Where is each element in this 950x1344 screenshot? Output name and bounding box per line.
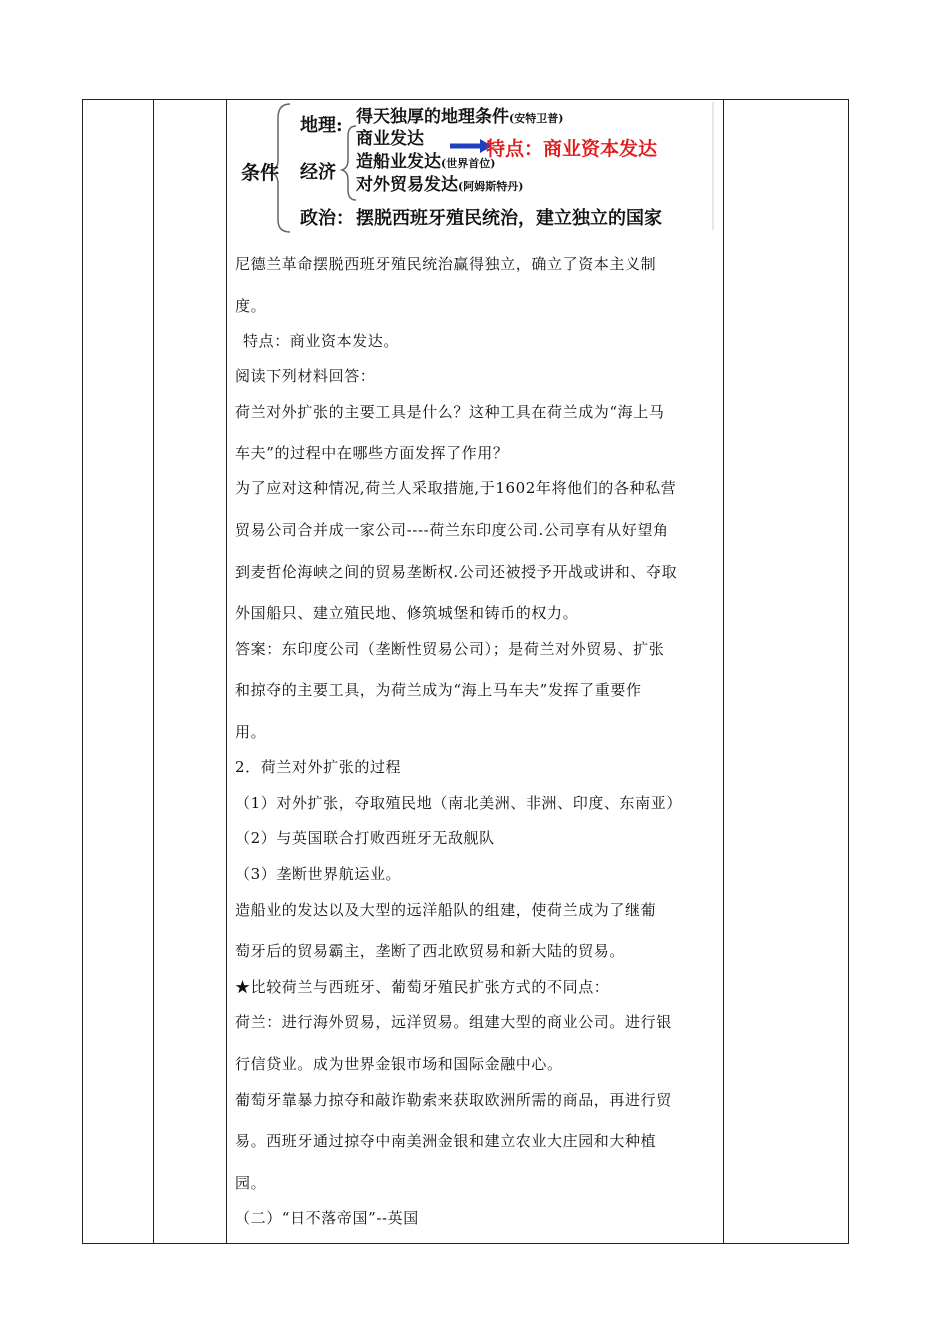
text-line: （1）对外扩张，夺取殖民地（南北美洲、非洲、印度、东南亚）	[235, 794, 682, 812]
politics-item: 摆脱西班牙殖民统治，建立独立的国家	[356, 208, 662, 229]
text-line: （2）与英国联合打败西班牙无敌舰队	[235, 829, 495, 847]
column-divider	[226, 99, 227, 1244]
text-line: 葡萄牙靠暴力掠夺和敲诈勒索来获取欧洲所需的商品，再进行贸	[235, 1091, 672, 1109]
geo-item: 得天独厚的地理条件(安特卫普)	[356, 107, 564, 127]
econ-item-trade: 对外贸易发达(阿姆斯特丹)	[356, 175, 524, 195]
text-line: ★比较荷兰与西班牙、葡萄牙殖民扩张方式的不同点：	[235, 978, 610, 996]
conditions-diagram	[228, 100, 720, 235]
text-line: 萄牙后的贸易霸主，垄断了西北欧贸易和新大陆的贸易。	[235, 942, 626, 960]
text-line: 用。	[235, 723, 267, 741]
text-line: 答案：东印度公司（垄断性贸易公司）；是荷兰对外贸易、扩张	[235, 640, 665, 658]
text-line: 为了应对这种情况,荷兰人采取措施,于1602年将他们的各种私营	[235, 479, 677, 497]
feature-label: 特点：商业资本发达	[486, 138, 658, 160]
text-line: 易。西班牙通过掠夺中南美洲金银和建立农业大庄园和大种植	[235, 1132, 657, 1150]
econ-item-shipbuilding: 造船业发达(世界首位)	[356, 152, 496, 172]
diagram-root: 条件	[241, 162, 280, 184]
text-line: 园。	[235, 1174, 267, 1192]
text-line: 度。	[235, 297, 267, 315]
text-line: 尼德兰革命摆脱西班牙殖民统治赢得独立，确立了资本主义制	[235, 255, 657, 273]
econ-item-commerce: 商业发达	[356, 129, 424, 149]
politics-label: 政治：	[300, 208, 354, 229]
column-divider	[723, 99, 724, 1244]
column-divider	[153, 99, 154, 1244]
text-line: 行信贷业。成为世界金银市场和国际金融中心。	[235, 1055, 563, 1073]
text-line: 造船业的发达以及大型的远洋船队的组建，使荷兰成为了继葡	[235, 901, 657, 919]
text-line: 特点：商业资本发达。	[243, 332, 400, 350]
econ-label: 经济	[300, 162, 336, 183]
text-line: 荷兰对外扩张的主要工具是什么？这种工具在荷兰成为“海上马	[235, 403, 665, 421]
text-line: （3）垄断世界航运业。	[235, 865, 402, 883]
text-line: 荷兰：进行海外贸易，远洋贸易。组建大型的商业公司。进行银	[235, 1013, 672, 1031]
section-heading: （二）“日不落帝国”--英国	[235, 1209, 419, 1227]
text-line: 阅读下列材料回答：	[235, 367, 376, 385]
text-line: 车夫”的过程中在哪些方面发挥了作用？	[235, 444, 509, 462]
text-line: 贸易公司合并成一家公司----荷兰东印度公司.公司享有从好望角	[235, 521, 669, 539]
text-line: 到麦哲伦海峡之间的贸易垄断权.公司还被授予开战或讲和、夺取	[235, 563, 678, 581]
text-line: 和掠夺的主要工具，为荷兰成为“海上马车夫”发挥了重要作	[235, 681, 642, 699]
text-line: 2．荷兰对外扩张的过程	[235, 758, 402, 776]
geo-label: 地理:	[300, 115, 343, 136]
text-line: 外国船只、建立殖民地、修筑城堡和铸币的权力。	[235, 604, 579, 622]
